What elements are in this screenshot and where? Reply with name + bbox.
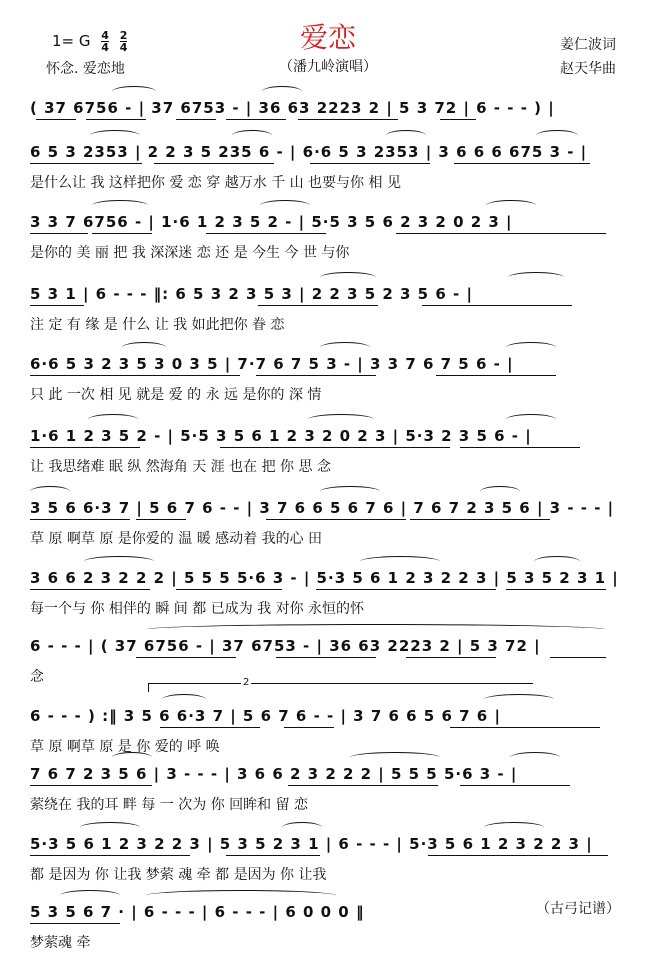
time-signature-2: $\frac{2}{4}$ bbox=[119, 29, 128, 54]
performer-credit: （潘九岭演唱） bbox=[279, 59, 377, 75]
score-line-8 bbox=[0, 562, 656, 632]
notation-row: 5·3 5 6 1 2 3 2 2 3 | 5 3 5 2 3 1 | 6 - - - | 5·3 5 6 1 2 3 2 2 3 | bbox=[30, 835, 593, 853]
lyric-row: 梦萦魂 牵 bbox=[30, 935, 91, 951]
expression-mark: 怀念. 爱恋地 bbox=[46, 61, 125, 77]
lyric-row: 草 原 啊草 原 是 你 爱的 呼 唤 bbox=[30, 739, 220, 755]
song-title: 爱恋 bbox=[299, 21, 356, 54]
score-line-3 bbox=[0, 206, 656, 276]
key-signature bbox=[52, 30, 127, 53]
lyric-row: 都 是因为 你 让我 梦萦 魂 牵 都 是因为 你 让我 bbox=[30, 867, 327, 883]
notation-row: 3 6 6 2 3 2 2 2 | 5 5 5 5·6 3 - | 5·3 5 6 1 2 3 2 2 3 | 5 3 5 2 3 1 | bbox=[30, 569, 619, 587]
score-line-11 bbox=[0, 758, 656, 828]
notation-row: 3 3 7 6756 - | 1·6 1 2 3 5 2 - | 5·5 3 5 6 2 3 2 0 2 3 | bbox=[30, 213, 513, 231]
composer-credit: 赵天华曲 bbox=[560, 61, 616, 77]
score-line-2 bbox=[0, 136, 656, 206]
notation-row: 6·6 5 3 2 3 5 3 0 3 5 | 7·7 6 7 5 3 - | 3 3 7 6 7 5 6 - | bbox=[30, 355, 514, 373]
score-line-5 bbox=[0, 348, 656, 418]
lyric-row: 是什么让 我 这样把你 爱 恋 穿 越万水 千 山 也要与你 相 见 bbox=[30, 175, 401, 191]
lyric-row: 是你的 美 丽 把 我 深深迷 恋 还 是 今生 今 世 与你 bbox=[30, 245, 350, 261]
notation-row: 7 6 7 2 3 5 6 | 3 - - - | 3 6 6 2 3 2 2 2 | 5 5 5 5·6 3 - | bbox=[30, 765, 518, 783]
lyricist-credit: 姜仁波词 bbox=[560, 37, 616, 53]
lyric-row: 草 原 啊草 原 是你爱的 温 暖 感动着 我的心 田 bbox=[30, 531, 323, 547]
notation-row: 6 - - - ) :‖ 3 5 6 6·3 7 | 5 6 7 6 - - | 3 7 6 6 5 6 7 6 | bbox=[30, 707, 501, 725]
score-line-7 bbox=[0, 492, 656, 562]
score-line-4 bbox=[0, 278, 656, 348]
lyric-row: 念 bbox=[30, 669, 44, 685]
key-text: 1= G bbox=[52, 32, 91, 50]
transcriber-credit: （古弓记谱） bbox=[536, 901, 620, 917]
lyric-row: 只 此 一次 相 见 就是 爱 的 永 远 是你的 深 情 bbox=[30, 387, 322, 403]
notation-row: 5 3 5 6 7 · | 6 - - - | 6 - - - | 6 0 0 0 ‖ bbox=[30, 903, 365, 921]
lyric-row: 萦绕在 我的耳 畔 每 一 次为 你 回眸和 留 恋 bbox=[30, 797, 309, 813]
notation-row: 3 5 6 6·3 7 | 5 6 7 6 - - | 3 7 6 6 5 6 7 6 | 7 6 7 2 3 5 6 | 3 - - - | bbox=[30, 499, 615, 517]
lyric-row: 让 我思绪难 眠 纵 然海角 天 涯 也在 把 你 思 念 bbox=[30, 459, 331, 475]
notation-row: 6 5 3 2353 | 2 2 3 5 235 6 - | 6·6 5 3 2353 | 3 6 6 6 675 3 - | bbox=[30, 143, 588, 161]
notation-row: 1·6 1 2 3 5 2 - | 5·5 3 5 6 1 2 3 2 0 2 3 | 5·3 2 3 5 6 - | bbox=[30, 427, 532, 445]
time-signature-1: $\frac{4}{4}$ bbox=[101, 29, 109, 54]
notation-row: ( 37 6756 - | 37 6753 - | 36 63 2223 2 | 5 3 72 | 6 - - - ) | bbox=[30, 99, 555, 117]
score-line-6 bbox=[0, 420, 656, 490]
volta-bracket bbox=[148, 677, 533, 692]
score-line-12 bbox=[0, 828, 656, 898]
volta-label: 2 bbox=[243, 677, 250, 688]
lyric-row: 每一个与 你 相伴的 瞬 间 都 已成为 我 对你 永恒的怀 bbox=[30, 601, 365, 617]
lyric-row: 注 定 有 缘 是 什么 让 我 如此把你 眷 恋 bbox=[30, 317, 285, 333]
notation-row: 5 3 1 | 6 - - - ‖: 6 5 3 2 3 5 3 | 2 2 3 5 2 3 5 6 - | bbox=[30, 285, 473, 303]
notation-row: 6 - - - | ( 37 6756 - | 37 6753 - | 36 63 2223 2 | 5 3 72 | bbox=[30, 637, 541, 655]
